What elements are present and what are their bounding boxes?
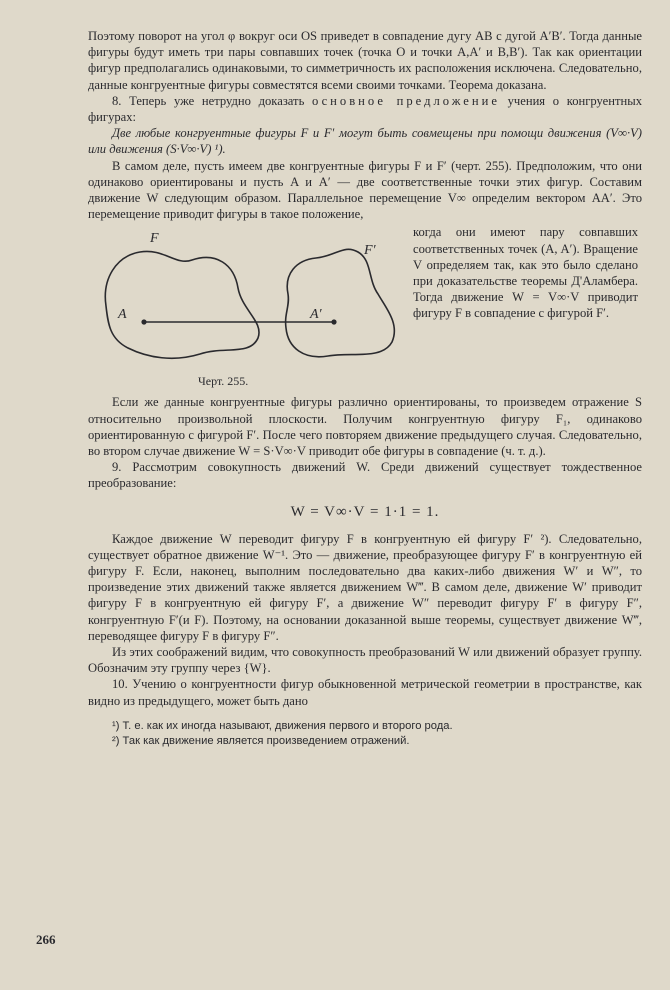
figure-drawing [88, 224, 418, 374]
point-a-prime [331, 320, 336, 325]
paragraph-5: 9. Рассмотрим совокупность движений W. Среди движений существует тождественное преобразование: [88, 460, 642, 491]
figure-label-f: F [150, 231, 159, 247]
figure-255 [88, 224, 642, 394]
figure-label-a: A [118, 307, 127, 323]
theorem-statement: Две любые конгруентные фигуры F и F′ могут быть совмещены при помощи движения (V∞·V) или движения (S·V∞·V) ¹). [88, 126, 642, 157]
figure-label-a-prime: A′ [310, 307, 322, 323]
identity-formula: W = V∞·V = 1·1 = 1. [290, 503, 440, 520]
shape-f [105, 252, 259, 359]
figure-label-f-prime: F′ [364, 243, 376, 259]
footnote-2: ²) Так как движение является произведением отражений. [112, 734, 410, 747]
paragraph-6: Каждое движение W переводит фигуру F в конгруентную ей фигуру F′ ²). Следовательно, существует обратное движение W⁻¹. Это — движение, преобразующее фигуру F′ в конгруентную ей фигуру F. Если, наконец, выполним последовательно два каких-либо движения W′ и W″, то произведение этих движений также является движением W‴. В самом деле, движение W′ приводит фигуру F в конгруентную ей фигуру F′, а движение W″ переводит фигуру F′ в фигуру F″, конгруентную F′(и F). Поэтому, на основании доказанной выше теоремы, существует движение W‴, переводящее фигуру F в фигуру F″. [88, 531, 642, 643]
paragraph-2-spaced: основное предложение [311, 93, 500, 108]
point-a [141, 320, 146, 325]
footnote-1: ¹) Т. е. как их иногда называют, движения первого и второго рода. [112, 719, 453, 732]
paragraph-3: В самом деле, пусть имеем две конгруентные фигуры F и F′ (черт. 255). Предположим, что они одинаково ориентированы и пусть A и A′ — две соответственные точки этих фигур. Составим движение W следующим образом. Параллельное перемещение V∞ определим вектором AA′. Это перемещение приводит фигуры в такое положение, [88, 158, 642, 222]
footnotes [88, 719, 642, 749]
section-number-8: 8. [112, 93, 122, 108]
figure-caption: Черт. 255. [198, 374, 249, 389]
shape-f-prime [286, 250, 395, 357]
paragraph-3-continued: когда они имеют пару совпавших соответственных точек (A, A′). Вращение V определяем так, как это было сделано при доказательстве теоремы Д'Аламбера. Тогда движение W = V∞·V приводит фигуру F в совпадение с фигурой F′. [413, 225, 638, 321]
paragraph-2 [88, 93, 642, 125]
paragraph-2-end: учения о конгруентных фигурах: [88, 93, 642, 125]
page-number: 266 [36, 932, 56, 947]
paragraph-1: Поэтому поворот на угол φ вокруг оси OS приведет в совпадение дугу AB с дугой A′B′. Тогда данные фигуры будут иметь три пары совпавших точек (точка O и точки A,A′ и B,B′). Так как ориентации фигур предполагались одинаковыми, то симметричность их расположения исключена. Следовательно, данные конгруентные фигуры совместятся всеми своими точками. Теорема доказана. [88, 29, 642, 92]
paragraph-7: Из этих соображений видим, что совокупность преобразований W или движений образует группу. Обозначим эту группу через {W}. [88, 645, 642, 676]
paragraph-4: Если же данные конгруентные фигуры различно ориентированы, то произведем отражение S относительно произвольной плоскости. Получим конгруентную фигуру F₁, одинаково ориентированную с фигурой F′. После чего повторяем движение предыдущего случая. Следовательно, во втором случае движение W = S·V∞·V приводит обе фигуры в совпадение (ч. т. д.). [88, 395, 642, 459]
paragraph-2-start: Теперь уже нетрудно доказать [129, 93, 305, 108]
paragraph-8: 10. Учению о конгруентности фигур обыкновенной метрической геометрии в пространстве, как видно из предыдущего, может быть дано [88, 677, 642, 708]
